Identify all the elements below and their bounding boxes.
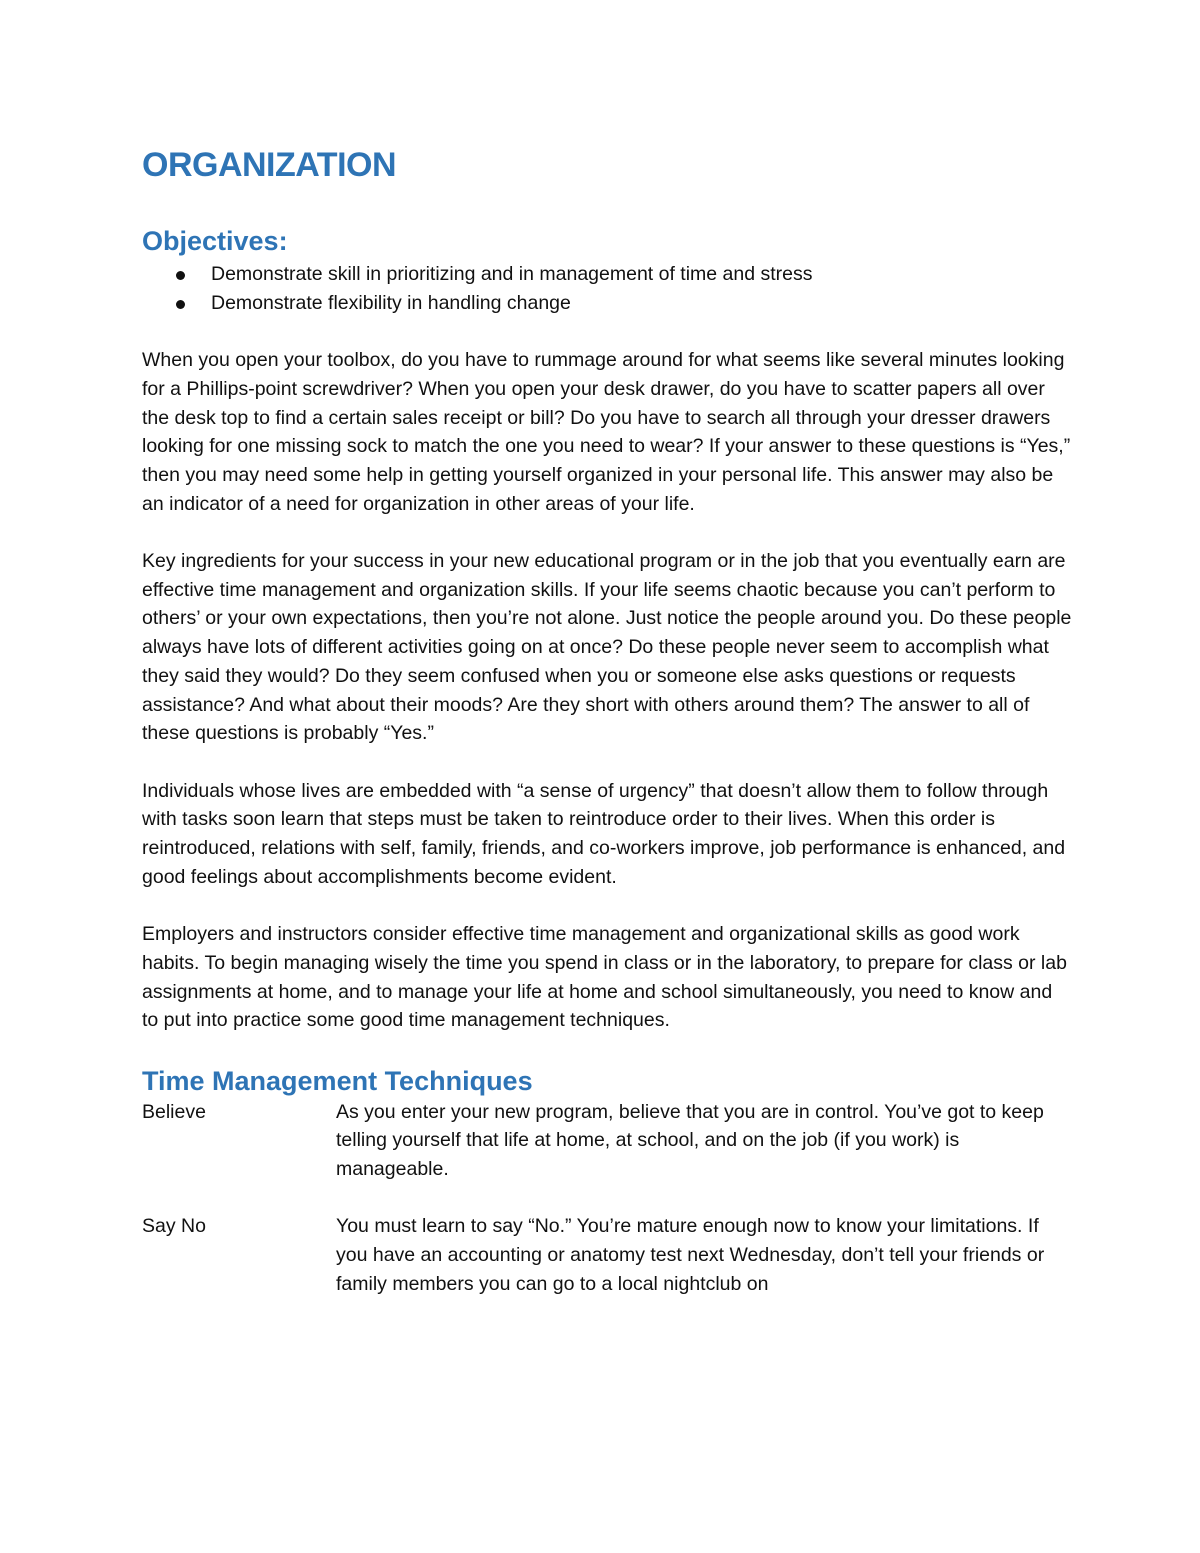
bullet-icon <box>176 300 185 309</box>
paragraph-toolbox: When you open your toolbox, do you have to rummage around for what seems like several minutes looking for a Phillips-point screwdriver? When you open your desk drawer, do you have to scatter papers all over the desk top to find a certain sales receipt or bill? Do you have to search all through your dresser drawers looking for one missing sock to match the one you need to wear? If your answer to these questions is “Yes,” then you may need some help in getting yourself organized in your personal life. This answer may also be an indicator of a need for organization in other areas of your life. <box>142 349 1071 515</box>
technique-believe <box>142 1098 1072 1184</box>
objectives-list <box>142 260 1072 317</box>
objective-text: Demonstrate skill in prioritizing and in management of time and stress <box>211 263 813 285</box>
paragraph-employers: Employers and instructors consider effective time management and organizational skills as good work habits. To begin managing wisely the time you spend in class or in the laboratory, to prepare for class or lab assignments at home, and to manage your life at home and school simultaneously, you need to know and to put into practice some good time management techniques. <box>142 923 1067 1032</box>
technique-description: You must learn to say “No.” You’re mature enough now to know your limitations. If you have an accounting or anatomy test next Wednesday, don’t tell your friends or family members you can go to a local nightclub on <box>336 1215 1045 1295</box>
objective-item <box>142 289 1072 318</box>
bullet-icon <box>176 271 185 280</box>
objectives-heading: Objectives: <box>142 226 288 256</box>
document-title: ORGANIZATION <box>142 146 397 184</box>
paragraph-sense-of-urgency: Individuals whose lives are embedded with “a sense of urgency” that doesn’t allow them to follow through with tasks soon learn that steps must be taken to reintroduce order to their lives. When this order is reintroduced, relations with self, family, friends, and co-workers improve, job performance is enhanced, and good feelings about accomplishments become evident. <box>142 779 1066 888</box>
objective-item <box>142 260 1072 289</box>
document-page <box>142 140 1072 1327</box>
paragraph-key-ingredients: Key ingredients for your success in your new educational program or in the job that you eventually earn are effective time management and organization skills. If your life seems chaotic because you can’t perform to others’ or your own expectations, then you’re not alone. Just notice the people around you. Do these people always have lots of different activities going on at once? Do these people never seem to accomplish what they said they would? Do they seem confused when you or someone else asks questions or requests assistance? And what about their moods? Are they short with others around them? The answer to all of these questions is probably “Yes.” <box>142 550 1072 745</box>
time-management-heading: Time Management Techniques <box>142 1065 533 1096</box>
technique-term: Believe <box>142 1100 206 1123</box>
technique-term: Say No <box>142 1215 206 1238</box>
technique-say-no <box>142 1212 1072 1298</box>
technique-description: As you enter your new program, believe that you are in control. You’ve got to keep telling yourself that life at home, at school, and on the job (if you work) is manageable. <box>336 1100 1044 1181</box>
objective-text: Demonstrate flexibility in handling change <box>211 291 571 314</box>
